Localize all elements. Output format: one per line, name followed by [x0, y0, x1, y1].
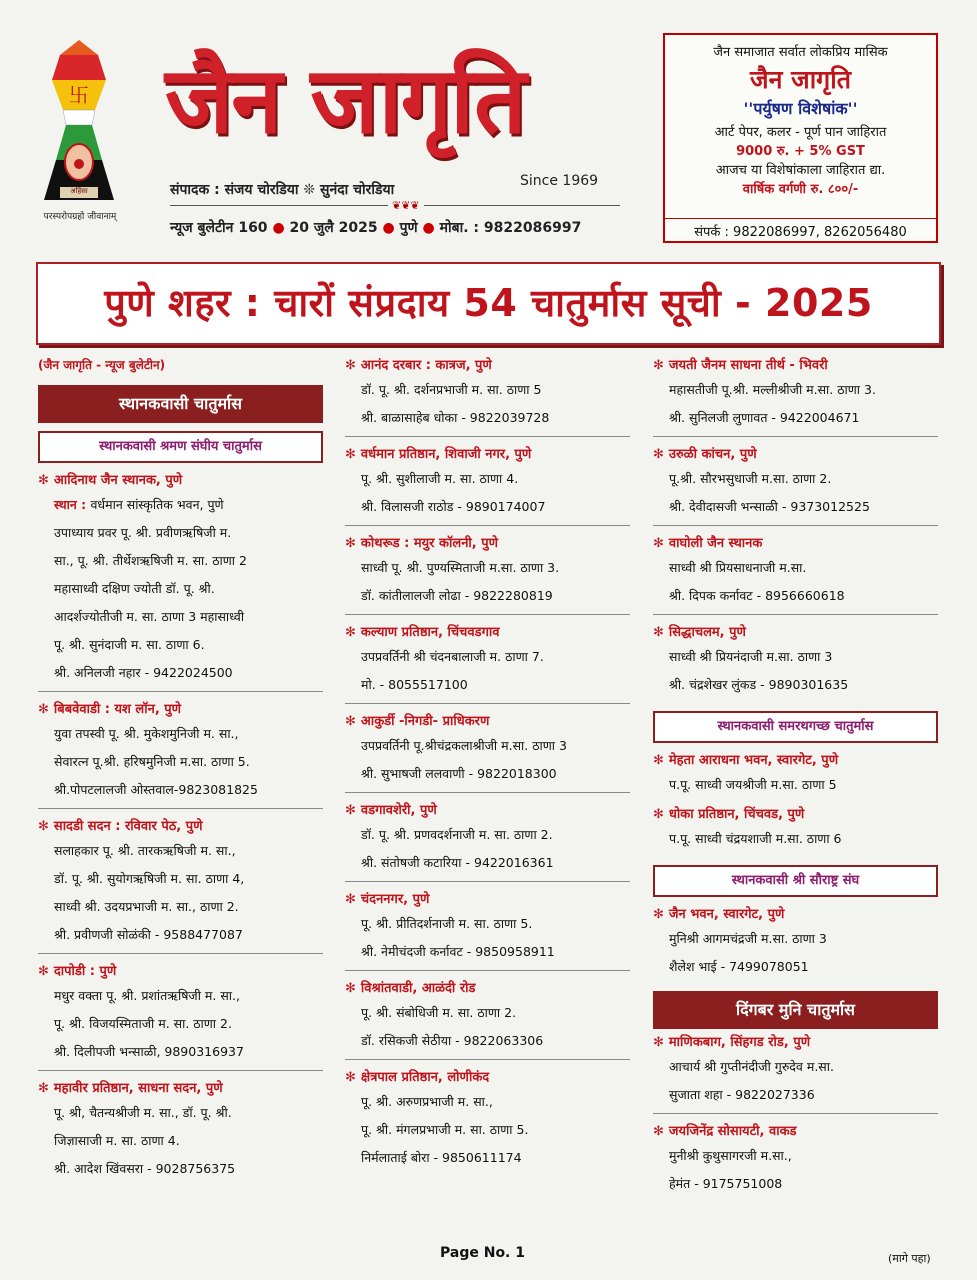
bullet-icon: ● — [382, 220, 395, 236]
ad-line: आजच या विशेषांकाला जाहिरात द्या. — [715, 163, 886, 178]
since-label: Since 1969 — [520, 173, 599, 189]
entry-heading: ✻ विश्रांतवाडी, आळंदी रोड — [345, 981, 476, 996]
entry-body: पू. श्री. अरुणप्रभाजी म. सा., पू. श्री. मंगलप्रभाजी म. सा. ठाणा 5. निर्मलाताई बोरा - 9850611174 — [361, 1094, 529, 1165]
asterisk-icon: ✻ — [345, 981, 356, 996]
see-overleaf-note: (मागे पहा) — [888, 1252, 931, 1265]
entry-body: साध्वी श्री प्रियनंदाजी म.सा. ठाणा 3 श्री. चंद्रशेखर लुंकड - 9890301635 — [669, 649, 849, 692]
list-item — [653, 1033, 938, 1114]
jain-emblem — [40, 40, 118, 235]
list-item — [38, 817, 323, 954]
entry-heading: ✻ जयजिनेंद्र सोसायटी, वाकड — [653, 1124, 797, 1139]
entry-heading: ✻ आनंद दरबार : कात्रज, पुणे — [345, 358, 492, 373]
emblem-label: अहिंसा — [70, 187, 88, 195]
entry-body: पू. श्री. संबोधिजी म. सा. ठाणा 2. डॉ. रसिकजी सेठीया - 9822063306 — [361, 1005, 544, 1048]
list-item — [653, 623, 938, 703]
page-number: Page No. 1 — [440, 1245, 525, 1261]
asterisk-icon: ✻ — [653, 536, 664, 551]
entry-body: उपप्रवर्तिनी पू.श्रीचंद्रकलाश्रीजी म.सा. ठाणा 3 श्री. सुभाषजी ललवाणी - 9822018300 — [361, 738, 567, 781]
bulletin-phone: मोबा. : 9822086997 — [439, 220, 582, 236]
entry-heading: ✻ महावीर प्रतिष्ठान, साधना सदन, पुणे — [38, 1081, 223, 1096]
list-item — [38, 1079, 323, 1187]
entry-body: उपप्रवर्तिनी श्री चंदनबालाजी म. ठाणा 7. मो. - 8055517100 — [361, 649, 544, 692]
entry-heading: ✻ माणिकबाग, सिंहगड रोड, पुणे — [653, 1035, 811, 1050]
asterisk-icon: ✻ — [345, 803, 356, 818]
entry-body: महासतीजी पू.श्री. मल्लीश्रीजी म.सा. ठाणा 3. श्री. सुनिलजी लुणावत - 9422004671 — [669, 382, 876, 425]
entry-heading: ✻ वडगावशेरी, पुणे — [345, 803, 437, 818]
list-item — [345, 890, 630, 971]
column-3 — [653, 356, 938, 1210]
entry-body: उपाध्याय प्रवर पू. श्री. प्रवीणऋषिजी म. सा., पू. श्री. तीर्थेशऋषिजी म. सा. ठाणा 2 महासाध्वी दक्षिण ज्योती डॉ. पू. श्री. आदर्शज्योतीजी म. सा. ठाणा 3 महासाध्वी पू. श्री. सुनंदाजी म. सा. ठाणा 6. श्री. अनिलजी नहार - 9422024500 — [54, 525, 247, 680]
list-item — [653, 356, 938, 437]
bulletin-date: 20 जुलै 2025 — [289, 220, 378, 236]
asterisk-icon: ✻ — [345, 625, 356, 640]
entry-body: मुनीश्री कुथुसागरजी म.सा., हेमंत - 9175751008 — [669, 1148, 792, 1191]
ad-subscription: वार्षिक वर्गणी रु. ८००/- — [742, 182, 859, 197]
entry-heading: ✻ जयती जैनम साधना तीर्थ - भिवरी — [653, 358, 828, 373]
entry-heading: ✻ क्षेत्रपाल प्रतिष्ठान, लोणीकंद — [345, 1070, 490, 1085]
ad-line: जैन समाजात सर्वात लोकप्रिय मासिक — [713, 45, 888, 60]
entry-body: साध्वी पू. श्री. पुण्यस्मिताजी म.सा. ठाणा 3. डॉ. कांतीलालजी लोढा - 9822280819 — [361, 560, 560, 603]
entry-body: पू. श्री. सुशीलाजी म. सा. ठाणा 4. श्री. विलासजी राठोड - 9890174007 — [361, 471, 546, 514]
bulletin-number: न्यूज बुलेटीन 160 — [170, 220, 268, 236]
bullet-icon: ● — [422, 220, 435, 236]
ad-price: 9000 रु. + 5% GST — [736, 144, 865, 159]
subsection-banner: स्थानकवासी श्री सौराष्ट्र संघ — [653, 865, 938, 897]
list-item — [345, 801, 630, 882]
subsection-banner: स्थानकवासी समरथगच्छ चातुर्मास — [653, 711, 938, 743]
asterisk-icon: ✻ — [345, 536, 356, 551]
section-banner: दिंगबर मुनि चातुर्मास — [653, 991, 938, 1029]
entry-body: साध्वी श्री प्रियसाधनाजी म.सा. श्री. दिपक कर्नावट - 8956660618 — [669, 560, 845, 603]
page-title: पुणे शहर : चारों संप्रदाय 54 चातुर्मास सूची - 2025 — [104, 281, 873, 325]
asterisk-icon: ✻ — [38, 964, 49, 979]
ad-contact: संपर्क : 9822086997, 8262056480 — [663, 218, 938, 243]
list-item — [38, 700, 323, 809]
advertisement-box — [663, 33, 938, 243]
asterisk-icon: ✻ — [345, 714, 356, 729]
list-item — [653, 905, 938, 985]
column-1 — [38, 356, 323, 1195]
asterisk-icon: ✻ — [38, 473, 49, 488]
entry-heading: ✻ वर्धमान प्रतिष्ठान, शिवाजी नगर, पुणे — [345, 447, 532, 462]
asterisk-icon: ✻ — [38, 819, 49, 834]
asterisk-icon: ✻ — [38, 702, 49, 717]
ad-title: जैन जागृति — [750, 65, 851, 94]
emblem-motto: परस्परोपग्रहो जीवानाम् — [43, 212, 117, 222]
list-item — [653, 751, 938, 803]
ornament-icon: ❦❦❦ — [388, 199, 424, 212]
entry-body: पू. श्री, चैतन्यश्रीजी म. सा., डॉ. पू. श्री. जिज्ञासाजी म. सा. ठाणा 4. श्री. आदेश खिंवसरा - 9028756375 — [54, 1105, 236, 1176]
list-item — [345, 979, 630, 1060]
source-note: (जैन जागृति - न्यूज बुलेटीन) — [38, 358, 166, 372]
entry-heading: ✻ कोथरूड : मयुर कॉलनी, पुणे — [345, 536, 499, 551]
column-2 — [345, 356, 630, 1184]
list-item — [345, 445, 630, 526]
list-item — [653, 1122, 938, 1202]
entry-heading: ✻ सिद्धाचलम, पुणे — [653, 625, 746, 640]
entry-heading: ✻ चंदननगर, पुणे — [345, 892, 430, 907]
list-item — [345, 623, 630, 704]
asterisk-icon: ✻ — [345, 892, 356, 907]
asterisk-icon: ✻ — [653, 907, 664, 922]
bulletin-line — [170, 218, 581, 237]
entry-body: पू. श्री. प्रीतिदर्शनाजी म. सा. ठाणा 5. श्री. नेमीचंदजी कर्नावट - 9850958911 — [361, 916, 555, 959]
asterisk-icon: ✻ — [653, 447, 664, 462]
entry-body: आचार्य श्री गुप्तीनंदीजी गुरुदेव म.सा. सुजाता शहा - 9822027336 — [669, 1059, 834, 1102]
entry-body: पू.श्री. सौरभसुधाजी म.सा. ठाणा 2. श्री. देवीदासजी भन्साळी - 9373012525 — [669, 471, 870, 514]
section-banner: स्थानकवासी चातुर्मास — [38, 385, 323, 423]
ad-line: आर्ट पेपर, कलर - पूर्ण पान जाहिरात — [714, 125, 887, 140]
asterisk-icon: ✻ — [653, 358, 664, 373]
entry-body: मधुर वक्ता पू. श्री. प्रशांतऋषिजी म. सा., पू. श्री. विजयस्मिताजी म. सा. ठाणा 2. श्री. दिलीपजी भन्साळी, 9890316937 — [54, 988, 244, 1059]
asterisk-icon: ✻ — [653, 753, 664, 768]
asterisk-icon: ✻ — [653, 807, 664, 822]
entry-heading: ✻ धोका प्रतिष्ठान, चिंचवड, पुणे — [653, 807, 805, 822]
asterisk-icon: ✻ — [653, 1124, 664, 1139]
entry-body: डॉ. पू. श्री. दर्शनप्रभाजी म. सा. ठाणा 5 श्री. बाळासाहेब धोका - 9822039728 — [361, 382, 550, 425]
entry-heading: ✻ बिबवेवाडी : यश लॉन, पुणे — [38, 702, 182, 717]
bullet-icon: ● — [272, 220, 285, 236]
list-item — [653, 445, 938, 526]
title-box — [36, 262, 941, 345]
entry-body: प.पू. साध्वी चंद्रयशाजी म.सा. ठाणा 6 — [669, 831, 842, 846]
entry-body: प.पू. साध्वी जयश्रीजी म.सा. ठाणा 5 — [669, 777, 837, 792]
list-item — [653, 534, 938, 615]
entry-place: स्थान : वर्धमान सांस्कृतिक भवन, पुणे — [54, 497, 224, 512]
entry-heading: ✻ दापोडी : पुणे — [38, 964, 117, 979]
editors-line: संपादक : संजय चोरडिया ❊ सुनंदा चोरडिया — [170, 182, 395, 198]
list-item — [345, 534, 630, 615]
entry-heading: ✻ कल्याण प्रतिष्ठान, चिंचवडगाव — [345, 625, 500, 640]
entry-heading: ✻ सादडी सदन : रविवार पेठ, पुणे — [38, 819, 203, 834]
list-item — [653, 805, 938, 857]
asterisk-icon: ✻ — [345, 447, 356, 462]
list-item — [345, 356, 630, 437]
svg-text:卐: 卐 — [69, 83, 89, 107]
subsection-banner: स्थानकवासी श्रमण संघीय चातुर्मास — [38, 431, 323, 463]
entry-heading: ✻ उरुळी कांचन, पुणे — [653, 447, 757, 462]
entry-body: डॉ. पू. श्री. प्रणवदर्शनाजी म. सा. ठाणा 2. श्री. संतोषजी कटारिया - 9422016361 — [361, 827, 554, 870]
asterisk-icon: ✻ — [38, 1081, 49, 1096]
asterisk-icon: ✻ — [345, 1070, 356, 1085]
entry-body: मुनिश्री आगमचंद्रजी म.सा. ठाणा 3 शैलेश भाई - 7499078051 — [669, 931, 827, 974]
list-item — [38, 471, 323, 692]
jain-symbol-icon — [40, 40, 118, 210]
entry-heading: ✻ जैन भवन, स्वारगेट, पुणे — [653, 907, 785, 922]
asterisk-icon: ✻ — [653, 625, 664, 640]
list-item — [38, 962, 323, 1071]
asterisk-icon: ✻ — [345, 358, 356, 373]
entry-heading: ✻ आदिनाथ जैन स्थानक, पुणे — [38, 473, 183, 488]
header — [0, 0, 977, 250]
list-item — [345, 712, 630, 793]
masthead-title: जैन जागृति — [165, 46, 525, 154]
entry-heading: ✻ आकुर्डी -निगडी- प्राधिकरण — [345, 714, 490, 729]
bulletin-city: पुणे — [399, 220, 418, 236]
entry-heading: ✻ मेहता आराधना भवन, स्वारगेट, पुणे — [653, 753, 839, 768]
ad-subtitle: ''पर्युषण विशेषांक'' — [743, 99, 858, 118]
entry-heading: ✻ वाघोली जैन स्थानक — [653, 536, 763, 551]
list-item — [345, 1068, 630, 1176]
entry-body: सलाहकार पू. श्री. तारकऋषिजी म. सा., डॉ. पू. श्री. सुयोगऋषिजी म. सा. ठाणा 4, साध्वी श्री. उदयप्रभाजी म. सा., ठाणा 2. श्री. प्रवीणजी सोळंकी - 9588477087 — [54, 843, 245, 942]
asterisk-icon: ✻ — [653, 1035, 664, 1050]
entry-body: युवा तपस्वी पू. श्री. मुकेशमुनिजी म. सा., सेवारत्न पू.श्री. हरिषमुनिजी म.सा. ठाणा 5. श्री.पोपटलालजी ओस्तवाल-9823081825 — [54, 726, 258, 797]
